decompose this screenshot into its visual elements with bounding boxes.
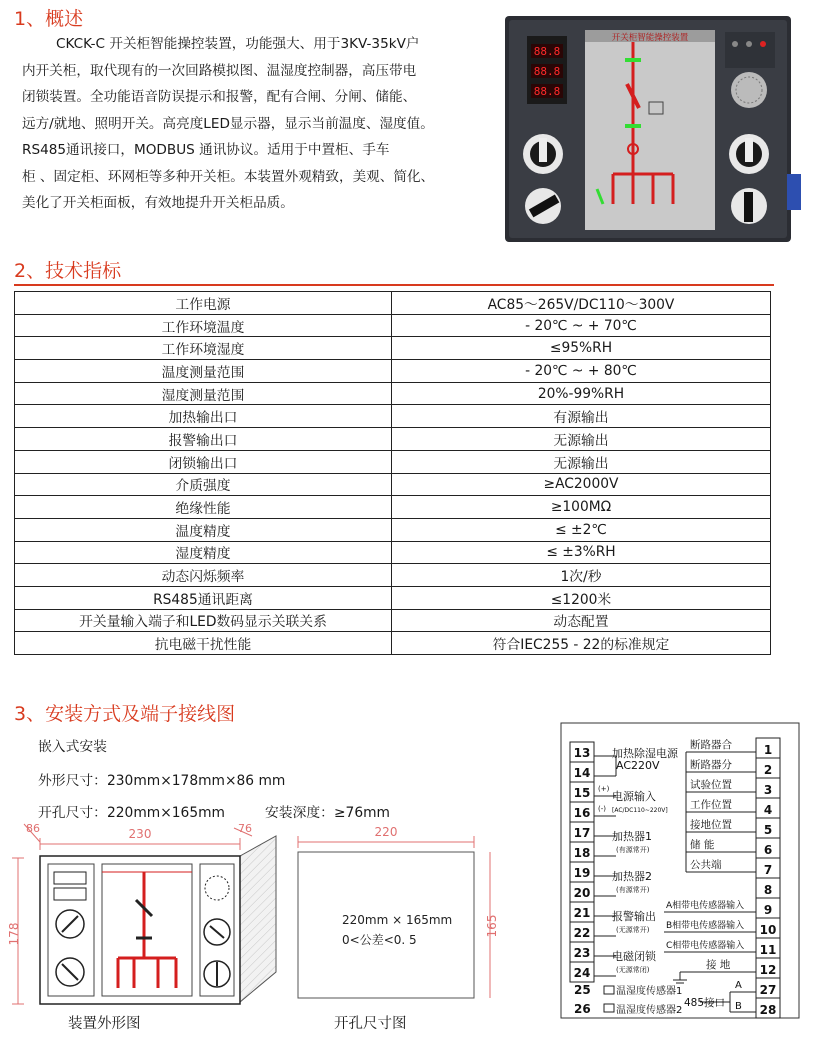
spec-value: 有源输出	[392, 405, 771, 428]
terminal-num: 9	[763, 903, 773, 917]
spec-value: 20%-99%RH	[392, 382, 771, 405]
label-heater2-note: (有源常开)	[616, 886, 650, 894]
device-panel-title: 开关柜智能操控装置	[611, 33, 689, 43]
spec-name: 湿度测量范围	[15, 382, 392, 405]
cut-dim-height: 165	[485, 914, 499, 938]
dim-depth-side: 76	[238, 822, 252, 835]
spec-name: 介质强度	[15, 473, 392, 496]
section-title-overview: 1、概述	[14, 8, 84, 30]
label-alarm-note: (无源常开)	[616, 926, 650, 934]
terminal-num: 8	[763, 883, 773, 897]
label-lock: 电磁闭锁	[612, 950, 656, 963]
terminal-num: 19	[573, 866, 591, 880]
spec-value: 符合IEC255 - 22的标准规定	[392, 632, 771, 655]
table-row	[15, 609, 771, 632]
terminal-num: 27	[759, 983, 777, 997]
spec-value: AC85～265V/DC110～300V	[392, 292, 771, 315]
label-ground: 接 地	[706, 959, 731, 971]
table-row	[15, 586, 771, 609]
label-alarm-out: 报警输出	[612, 910, 656, 923]
spec-value: 无源输出	[392, 428, 771, 451]
terminal-num: 1	[763, 743, 773, 757]
table-row	[15, 564, 771, 587]
label-ground-pos: 接地位置	[690, 819, 732, 831]
dim-depth-top: 86	[26, 822, 40, 835]
intro-line: 远方/就地、照明开关。高亮度LED显示器，显示当前温度、湿度值。	[22, 115, 434, 132]
terminal-num: 11	[759, 943, 777, 957]
spec-value: ≤1200米	[392, 586, 771, 609]
spec-name: 温度测量范围	[15, 360, 392, 383]
spec-value: - 20℃ ~ + 70℃	[392, 314, 771, 337]
label-heater2: 加热器2	[612, 870, 652, 883]
label-phase-a: A相带电传感器输入	[666, 901, 745, 911]
table-row	[15, 450, 771, 473]
table-row	[15, 314, 771, 337]
terminal-num: 5	[763, 823, 773, 837]
terminal-num: 17	[573, 826, 591, 840]
spec-name: 闭锁输出口	[15, 450, 392, 473]
spec-table	[14, 291, 771, 655]
spec-value: 动态配置	[392, 609, 771, 632]
intro-line: CKCK-C 开关柜智能操控装置，功能强大、用于3KV-35kV户	[56, 36, 420, 52]
label-storage: 储 能	[690, 839, 715, 851]
table-row	[15, 496, 771, 519]
outline-caption: 装置外形图	[68, 1016, 141, 1032]
label-rs485: 485接口	[684, 997, 726, 1009]
outer-size: 外形尺寸：230mm×178mm×86 mm	[38, 773, 286, 789]
table-row	[15, 428, 771, 451]
label-ac220: AC220V	[616, 759, 660, 772]
spec-name: 报警输出口	[15, 428, 392, 451]
dim-width: 230	[128, 827, 152, 841]
terminal-num: 10	[759, 923, 777, 937]
label-work-pos: 工作位置	[690, 799, 732, 811]
terminal-num: 21	[573, 906, 591, 920]
cut-dim-width: 220	[374, 825, 398, 839]
led-display-1: 88.8	[533, 45, 561, 58]
spec-name: 工作环境温度	[15, 314, 392, 337]
label-sensor1: 温湿度传感器1	[616, 986, 683, 997]
label-phase-c: C相带电传感器输入	[666, 941, 745, 951]
label-power-in: 电源输入	[612, 790, 656, 803]
spec-value: 1次/秒	[392, 564, 771, 587]
terminal-num: 20	[573, 886, 591, 900]
table-row	[15, 292, 771, 315]
terminal-num: 28	[759, 1003, 777, 1017]
label-phase-b: B相带电传感器输入	[666, 921, 745, 931]
cut-size-text: 220mm × 165mm	[342, 913, 453, 927]
terminal-wiring-diagram	[560, 722, 800, 1019]
terminal-num: 23	[573, 946, 591, 960]
spec-name: 开关量输入端子和LED数码显示关联关系	[15, 609, 392, 632]
device-photo	[503, 14, 803, 244]
label-common: 公共端	[690, 859, 722, 871]
label-plus: (+)	[598, 785, 610, 793]
spec-name: 工作电源	[15, 292, 392, 315]
cutout-size: 开孔尺寸：220mm×165mm	[38, 805, 225, 821]
table-row	[15, 518, 771, 541]
table-row	[15, 541, 771, 564]
label-sensor2: 温湿度传感器2	[616, 1005, 683, 1016]
section-title-specs: 2、技术指标	[14, 260, 122, 282]
intro-line: 美化了开关柜面板，有效地提升开关柜品质。	[22, 195, 294, 211]
terminal-num: 22	[573, 926, 591, 940]
cutout-drawing	[290, 822, 500, 1012]
spec-name: 工作环境湿度	[15, 337, 392, 360]
cut-tolerance: 0<公差<0. 5	[342, 933, 417, 947]
table-row	[15, 337, 771, 360]
install-depth: 安装深度：≥76mm	[265, 805, 390, 821]
terminal-num: 12	[759, 963, 777, 977]
spec-value: ≤95%RH	[392, 337, 771, 360]
led-display-3: 88.8	[533, 85, 561, 98]
terminal-num: 6	[763, 843, 773, 857]
label-lock-note: (无源常闭)	[616, 966, 650, 974]
label-minus: (-)	[598, 805, 606, 813]
dim-height: 178	[7, 922, 21, 946]
label-breaker-close: 断路器合	[690, 739, 732, 751]
spec-name: 湿度精度	[15, 541, 392, 564]
terminal-num: 16	[573, 806, 591, 820]
terminal-num: 25	[574, 983, 591, 997]
mount-type: 嵌入式安装	[38, 739, 107, 755]
spec-name: 绝缘性能	[15, 496, 392, 519]
terminal-num: 18	[573, 846, 591, 860]
terminal-num: 2	[763, 763, 773, 777]
terminal-num: 3	[763, 783, 773, 797]
spec-value: - 20℃ ~ + 80℃	[392, 360, 771, 383]
spec-name: 温度精度	[15, 518, 392, 541]
intro-paragraph	[22, 31, 492, 217]
terminal-num: 15	[573, 786, 591, 800]
section-divider	[14, 284, 774, 286]
table-row	[15, 405, 771, 428]
spec-value: ≤ ±2℃	[392, 518, 771, 541]
spec-value: 无源输出	[392, 450, 771, 473]
spec-value: ≥100MΩ	[392, 496, 771, 519]
terminal-num: 13	[573, 746, 591, 760]
terminal-num: 24	[573, 966, 591, 980]
label-power-range: [AC/DC110~220V]	[612, 807, 668, 814]
table-row	[15, 632, 771, 655]
label-485-a: A	[735, 980, 742, 991]
intro-line: 内开关柜，取代现有的一次回路模拟图、温湿度控制器，高压带电	[22, 62, 417, 79]
spec-value: ≥AC2000V	[392, 473, 771, 496]
intro-line: 闭锁装置。全功能语音防误提示和报警，配有合闸、分闸、储能、	[22, 89, 417, 105]
label-heater1-note: (有源常开)	[616, 846, 650, 854]
label-485-b: B	[735, 1001, 742, 1012]
terminal-num: 4	[763, 803, 773, 817]
led-display-2: 88.8	[533, 65, 561, 78]
intro-line: RS485通讯接口，MODBUS 通讯协议。适用于中置柜、手车	[22, 142, 390, 158]
terminal-num: 7	[763, 863, 773, 877]
label-breaker-open: 断路器分	[690, 759, 732, 771]
outline-drawing	[7, 822, 302, 1012]
spec-name: 抗电磁干扰性能	[15, 632, 392, 655]
spec-name: 加热输出口	[15, 405, 392, 428]
spec-name: 动态闪烁频率	[15, 564, 392, 587]
table-row	[15, 382, 771, 405]
terminal-num: 14	[573, 766, 591, 780]
spec-value: ≤ ±3%RH	[392, 541, 771, 564]
spec-name: RS485通讯距离	[15, 586, 392, 609]
label-heater1: 加热器1	[612, 830, 652, 843]
cutout-caption: 开孔尺寸图	[334, 1016, 407, 1032]
table-row	[15, 473, 771, 496]
section-title-install: 3、安装方式及端子接线图	[14, 703, 236, 725]
intro-line: 柜 、固定柜、环网柜等多种开关柜。本装置外观精致，美观、简化、	[22, 168, 435, 185]
table-row	[15, 360, 771, 383]
label-heater-dehum: 加热除湿电源	[612, 747, 678, 760]
terminal-num: 26	[574, 1002, 591, 1016]
label-test-pos: 试验位置	[690, 779, 732, 791]
